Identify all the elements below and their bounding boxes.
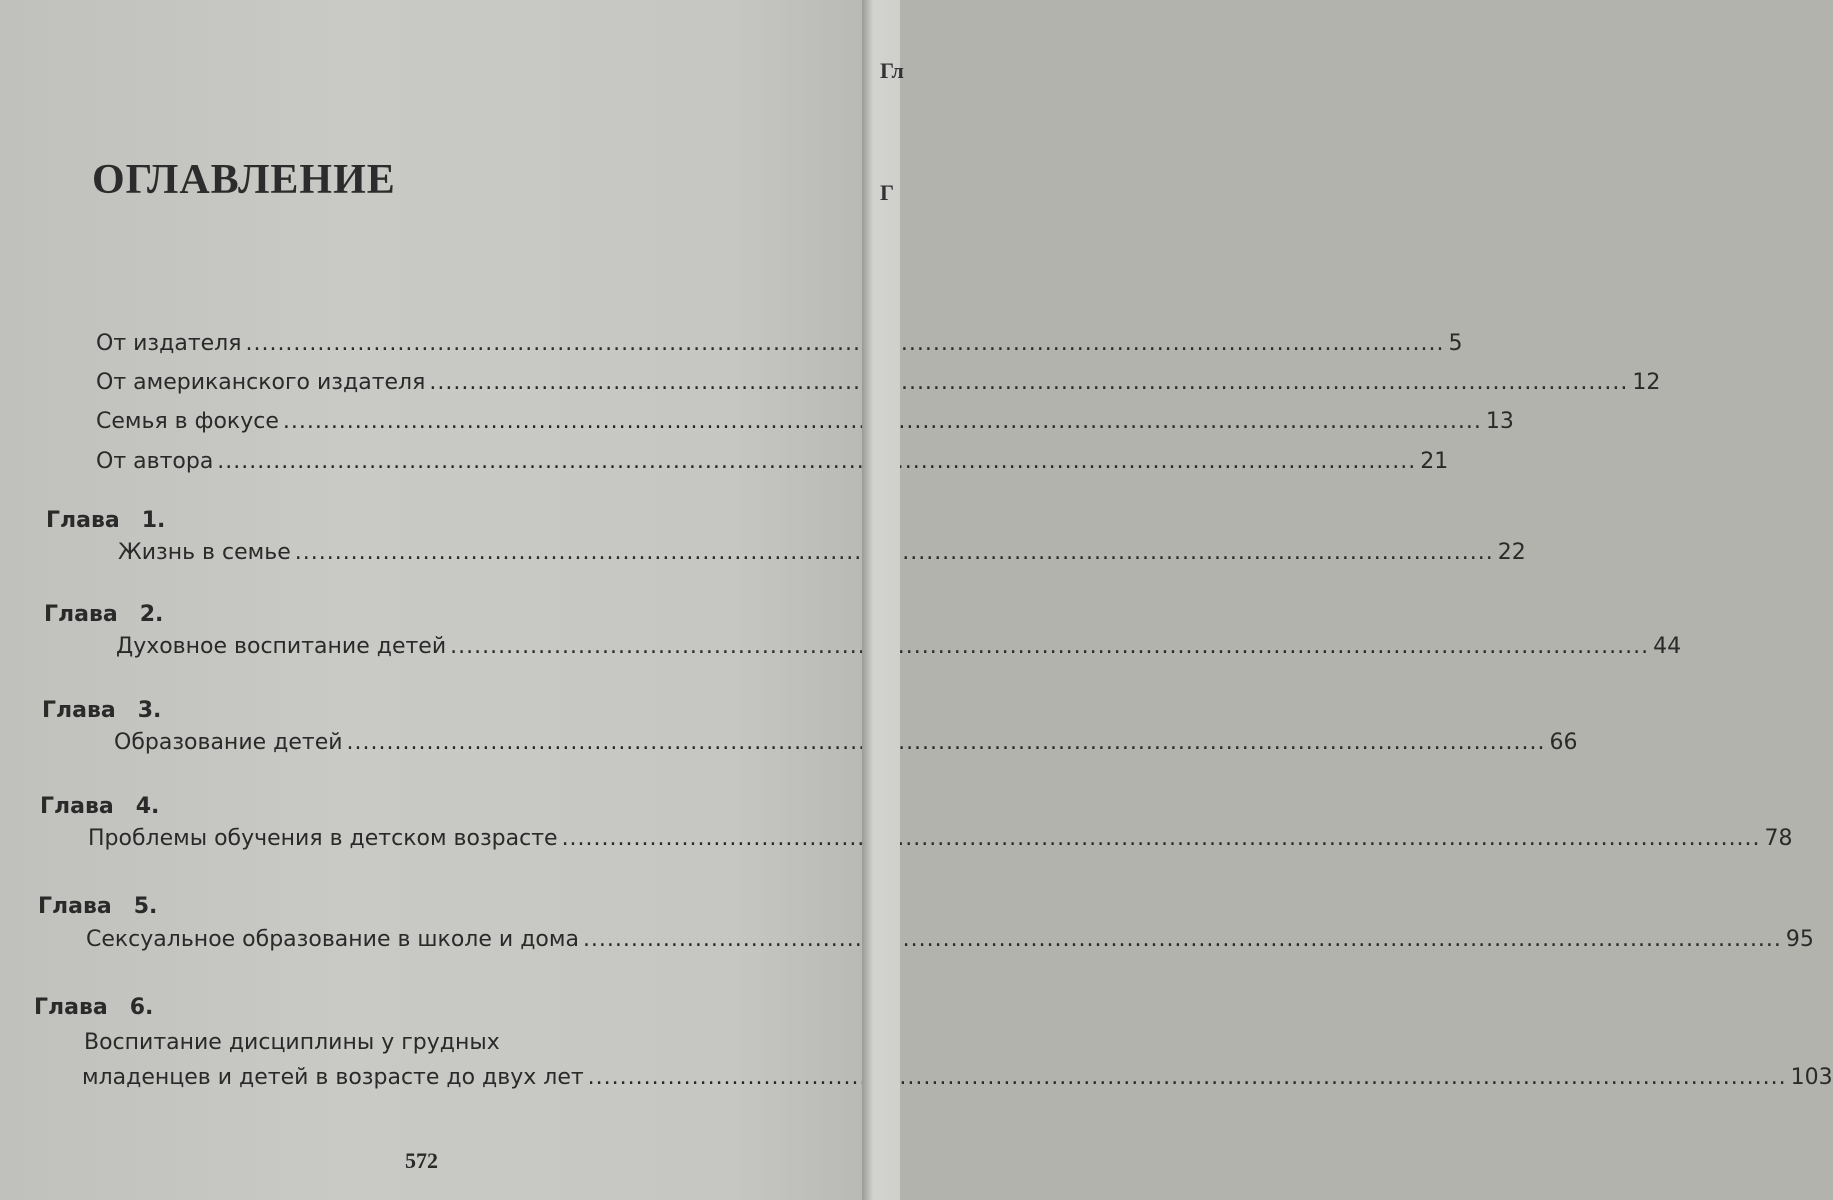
toc-entry-chapter-2: [116, 634, 1682, 659]
toc-entry-label: От американского издателя: [96, 370, 426, 395]
toc-entry-chapter-1: [118, 540, 1526, 565]
chapter-heading-2: [44, 602, 163, 627]
toc-entry-label: Семья в фокусе: [96, 409, 279, 434]
toc-entry-american-publisher: [96, 370, 1661, 395]
chapter-number: 5.: [133, 894, 158, 919]
toc-entry-page: 103: [1790, 1065, 1833, 1090]
dot-leader: [562, 826, 1761, 851]
chapter-word: Глава: [44, 602, 118, 627]
page-title: ОГЛАВЛЕНИЕ: [92, 157, 396, 203]
chapter-number: 2.: [139, 602, 164, 627]
toc-entry-chapter-3: [114, 730, 1578, 755]
toc-entry-page: 12: [1632, 370, 1661, 395]
chapter-number: 3.: [137, 698, 162, 723]
chapter-word: Глава: [46, 508, 120, 533]
toc-entry-label: От автора: [96, 449, 214, 474]
dot-leader: [583, 927, 1782, 952]
toc-entry-chapter-6-line1: Воспитание дисциплины у грудных: [84, 1030, 500, 1055]
dot-leader: [588, 1065, 1787, 1090]
toc-entry-family-focus: [96, 409, 1514, 434]
chapter-word: Глава: [34, 995, 108, 1020]
toc-entry-page: 44: [1653, 634, 1682, 659]
toc-entry-page: 5: [1448, 331, 1463, 356]
chapter-number: 6.: [129, 995, 154, 1020]
toc-entry-chapter-5: [86, 927, 1814, 952]
toc-entry-chapter-4: [88, 826, 1793, 851]
toc-entry-label: Проблемы обучения в детском возрасте: [88, 826, 558, 851]
toc-entry-chapter-6: [82, 1065, 1833, 1090]
chapter-heading-1: [46, 508, 165, 533]
dot-leader: [217, 449, 1416, 474]
toc-entry-page: 95: [1785, 927, 1814, 952]
toc-entry-page: 21: [1420, 449, 1449, 474]
page-number: 572: [405, 1148, 438, 1173]
dot-leader: [347, 730, 1546, 755]
dot-leader: [245, 331, 1444, 356]
toc-entry-label: Образование детей: [114, 730, 343, 755]
toc-entry-label: Духовное воспитание детей: [116, 634, 447, 659]
toc-entry-author: [96, 449, 1449, 474]
adjacent-page-fragment: Гл: [880, 58, 904, 83]
toc-entry-label: младенцев и детей в возрасте до двух лет: [82, 1065, 584, 1090]
chapter-word: Глава: [42, 698, 116, 723]
toc-entry-page: 78: [1764, 826, 1793, 851]
chapter-heading-6: [34, 995, 153, 1020]
adjacent-page-edge: [862, 0, 904, 1200]
adjacent-page-fragment: Г: [880, 180, 894, 205]
toc-entry-page: 66: [1549, 730, 1578, 755]
dot-leader: [450, 634, 1649, 659]
chapter-heading-4: [40, 794, 159, 819]
toc-entry-page: 13: [1485, 409, 1514, 434]
dot-leader: [429, 370, 1628, 395]
toc-entry-label: Сексуальное образование в школе и дома: [86, 927, 579, 952]
chapter-heading-3: [42, 698, 161, 723]
chapter-number: 4.: [135, 794, 160, 819]
chapter-word: Глава: [38, 894, 112, 919]
chapter-heading-5: [38, 894, 157, 919]
toc-entry-label: От издателя: [96, 331, 242, 356]
toc-entry-publisher: [96, 331, 1463, 356]
chapter-word: Глава: [40, 794, 114, 819]
chapter-number: 1.: [141, 508, 166, 533]
toc-entry-page: 22: [1497, 540, 1526, 565]
toc-entry-label: Жизнь в семье: [118, 540, 291, 565]
